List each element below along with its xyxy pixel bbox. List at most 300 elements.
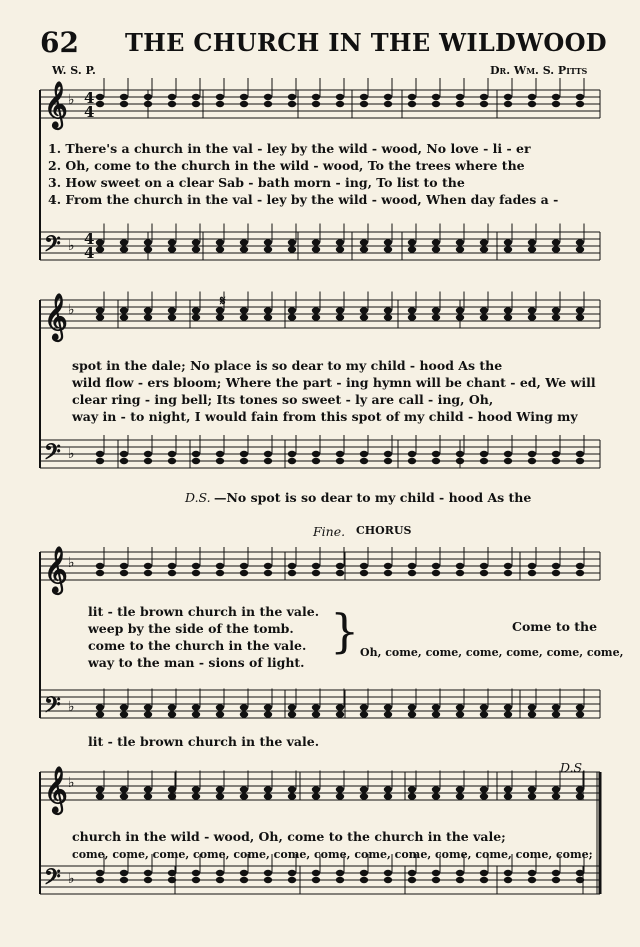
bass-notehead <box>456 704 464 710</box>
treble-notehead <box>456 314 464 320</box>
treble-notehead <box>432 94 440 100</box>
treble-notehead <box>168 314 176 320</box>
bass-notehead <box>408 870 416 876</box>
treble-notehead <box>552 307 560 313</box>
treble-notehead <box>192 314 200 320</box>
treble-notehead <box>480 94 488 100</box>
bass-notehead <box>504 704 512 710</box>
treble-notehead <box>432 570 440 576</box>
treble-notehead <box>96 101 104 107</box>
treble-notehead <box>576 101 584 107</box>
treble-notehead <box>480 786 488 792</box>
treble-notehead <box>264 786 272 792</box>
bass-notehead <box>288 877 296 883</box>
verse-4-line-3: way to the man - sions of light. <box>88 655 305 670</box>
treble-notehead <box>360 94 368 100</box>
bass-notehead <box>384 711 392 717</box>
bass-notehead <box>576 877 584 883</box>
treble-notehead <box>576 563 584 569</box>
bass-notehead <box>216 877 224 883</box>
treble-notehead <box>312 314 320 320</box>
treble-notehead <box>96 793 104 799</box>
bass-notehead <box>480 246 488 252</box>
bass-notehead <box>120 458 128 464</box>
treble-notehead <box>240 793 248 799</box>
treble-notehead <box>480 307 488 313</box>
bass-notehead <box>216 870 224 876</box>
treble-notehead <box>288 570 296 576</box>
treble-notehead <box>264 314 272 320</box>
treble-notehead <box>216 94 224 100</box>
treble-notehead <box>120 570 128 576</box>
bass-notehead <box>168 704 176 710</box>
bass-notehead <box>120 451 128 457</box>
bass-notehead <box>240 239 248 245</box>
verse-4-line-2: way in - to night, I would fain from this spot of my child - hood Wing my <box>72 409 578 424</box>
bass-notehead <box>504 451 512 457</box>
bass-notehead <box>552 246 560 252</box>
bass-notehead <box>480 877 488 883</box>
bass-notehead <box>216 711 224 717</box>
bass-notehead <box>312 870 320 876</box>
bass-notehead <box>576 704 584 710</box>
bass-notehead <box>192 458 200 464</box>
treble-notehead <box>408 314 416 320</box>
bass-notehead <box>144 704 152 710</box>
treble-notehead <box>192 94 200 100</box>
bass-notehead <box>96 711 104 717</box>
bass-notehead <box>336 451 344 457</box>
bass-notehead <box>576 239 584 245</box>
verse-1-line-2: spot in the dale; No place is so dear to my child - hood As the <box>72 358 503 373</box>
treble-notehead <box>168 307 176 313</box>
treble-notehead <box>336 563 344 569</box>
chorus-label: CHORUS <box>356 524 412 537</box>
treble-notehead <box>264 563 272 569</box>
bass-notehead <box>408 704 416 710</box>
treble-notehead <box>144 786 152 792</box>
bass-notehead <box>576 246 584 252</box>
treble-notehead <box>408 94 416 100</box>
treble-notehead <box>480 793 488 799</box>
bass-notehead <box>480 451 488 457</box>
treble-notehead <box>264 793 272 799</box>
bass-notehead <box>528 870 536 876</box>
bass-notehead <box>360 458 368 464</box>
verse-2-line-2: wild flow - ers bloom; Where the part - ing hymn will be chant - ed, We will <box>72 375 596 390</box>
treble-notehead <box>264 94 272 100</box>
treble-notehead <box>360 793 368 799</box>
treble-notehead <box>408 307 416 313</box>
bass-notehead <box>240 711 248 717</box>
bass-notehead <box>288 704 296 710</box>
bass-notehead <box>504 458 512 464</box>
verse-2-line-1: 2. Oh, come to the church in the wild - wood, To the trees where the <box>48 158 525 173</box>
treble-notehead <box>120 101 128 107</box>
bass-notehead <box>528 711 536 717</box>
treble-notehead <box>144 563 152 569</box>
bass-notehead <box>336 246 344 252</box>
bass-notehead <box>120 870 128 876</box>
bass-notehead <box>432 458 440 464</box>
bass-notehead <box>408 458 416 464</box>
bass-notehead <box>432 704 440 710</box>
treble-notehead <box>552 314 560 320</box>
bass-notehead <box>480 870 488 876</box>
bass-notehead <box>312 451 320 457</box>
bass-notehead <box>360 704 368 710</box>
bass-notehead <box>360 870 368 876</box>
bass-notehead <box>240 451 248 457</box>
treble-notehead <box>552 563 560 569</box>
treble-notehead <box>408 793 416 799</box>
treble-notehead <box>168 563 176 569</box>
bass-notehead <box>216 246 224 252</box>
verse-1-line-1: 1. There's a church in the val - ley by the wild - wood, No love - li - er <box>48 141 531 156</box>
treble-notehead <box>312 793 320 799</box>
bass-notehead <box>192 239 200 245</box>
fine-label: Fine. <box>313 524 346 539</box>
bass-notehead <box>96 704 104 710</box>
treble-notehead <box>144 314 152 320</box>
treble-notehead <box>360 101 368 107</box>
bass-notehead <box>240 246 248 252</box>
svg-text:𝄢: 𝄢 <box>44 440 61 470</box>
bass-notehead <box>96 451 104 457</box>
bass-notehead <box>216 704 224 710</box>
svg-text:4: 4 <box>84 244 95 262</box>
bass-notehead <box>504 870 512 876</box>
verse-3-line-2: clear ring - ing bell; Its tones so sweet - ly are call - ing, Oh, <box>72 392 494 407</box>
treble-notehead <box>96 307 104 313</box>
treble-notehead <box>96 570 104 576</box>
treble-notehead <box>480 563 488 569</box>
svg-text:♭: ♭ <box>68 775 75 791</box>
bass-notehead <box>192 711 200 717</box>
treble-notehead <box>360 786 368 792</box>
bass-notehead <box>312 877 320 883</box>
treble-notehead <box>528 570 536 576</box>
treble-notehead <box>408 786 416 792</box>
treble-notehead <box>504 570 512 576</box>
bass-notehead <box>480 458 488 464</box>
bass-notehead <box>144 870 152 876</box>
treble-notehead <box>384 563 392 569</box>
bass-notehead <box>120 704 128 710</box>
treble-notehead <box>216 101 224 107</box>
treble-notehead <box>456 563 464 569</box>
verse-3-line-3: come to the church in the vale. <box>88 638 307 653</box>
treble-notehead <box>576 94 584 100</box>
svg-text:♭: ♭ <box>68 699 75 715</box>
bass-notehead <box>432 239 440 245</box>
treble-notehead <box>216 563 224 569</box>
treble-notehead <box>144 94 152 100</box>
bass-notehead <box>312 458 320 464</box>
bass-notehead <box>264 246 272 252</box>
bass-notehead <box>432 246 440 252</box>
bass-notehead <box>336 711 344 717</box>
bass-notehead <box>408 246 416 252</box>
treble-notehead <box>336 307 344 313</box>
bass-notehead <box>144 877 152 883</box>
bass-notehead <box>216 239 224 245</box>
treble-notehead <box>312 307 320 313</box>
treble-notehead <box>528 793 536 799</box>
bass-notehead <box>384 246 392 252</box>
svg-text:♭: ♭ <box>68 302 75 318</box>
bass-notehead <box>360 711 368 717</box>
bass-notehead <box>240 877 248 883</box>
treble-notehead <box>528 101 536 107</box>
treble-notehead <box>312 786 320 792</box>
treble-notehead <box>96 563 104 569</box>
treble-notehead <box>336 314 344 320</box>
bass-notehead <box>168 239 176 245</box>
ds-lyric-line-2: lit - tle brown church in the vale. <box>88 734 320 749</box>
treble-notehead <box>192 101 200 107</box>
bass-notehead <box>288 711 296 717</box>
treble-notehead <box>288 563 296 569</box>
treble-notehead <box>576 307 584 313</box>
svg-text:𝄞: 𝄞 <box>44 546 68 593</box>
treble-notehead <box>288 786 296 792</box>
treble-notehead <box>360 570 368 576</box>
treble-notehead <box>120 314 128 320</box>
treble-notehead <box>240 786 248 792</box>
treble-notehead <box>312 101 320 107</box>
bass-notehead <box>384 451 392 457</box>
bass-notehead <box>264 458 272 464</box>
bass-notehead <box>144 246 152 252</box>
bass-notehead <box>96 877 104 883</box>
treble-notehead <box>216 570 224 576</box>
verse-4-line-1: 4. From the church in the val - ley by the wild - wood, When day fades a - <box>48 192 559 207</box>
bass-notehead <box>336 877 344 883</box>
bass-notehead <box>144 458 152 464</box>
bass-notehead <box>168 246 176 252</box>
bass-notehead <box>120 246 128 252</box>
bass-notehead <box>216 458 224 464</box>
bass-notehead <box>264 451 272 457</box>
bass-notehead <box>288 870 296 876</box>
treble-notehead <box>312 563 320 569</box>
treble-notehead <box>120 563 128 569</box>
hymn-number: 62 <box>40 26 79 59</box>
bass-notehead <box>168 711 176 717</box>
chorus-line-upper: church in the wild - wood, Oh, come to the church in the vale; <box>72 829 506 844</box>
treble-notehead <box>552 570 560 576</box>
treble-notehead <box>576 793 584 799</box>
treble-notehead <box>480 314 488 320</box>
bass-notehead <box>552 877 560 883</box>
bass-notehead <box>576 870 584 876</box>
bass-notehead <box>432 451 440 457</box>
svg-text:𝄢: 𝄢 <box>44 693 61 723</box>
verse-1-line-3: lit - tle brown church in the vale. <box>88 604 320 619</box>
bass-notehead <box>192 704 200 710</box>
treble-notehead <box>240 563 248 569</box>
bass-notehead <box>552 711 560 717</box>
chorus-line-lower: come, come, come, come, come, come, come, come, come, come, come, come, come; <box>72 848 593 861</box>
bass-notehead <box>360 451 368 457</box>
treble-notehead <box>192 570 200 576</box>
bass-notehead <box>384 239 392 245</box>
treble-notehead <box>144 307 152 313</box>
treble-notehead <box>408 101 416 107</box>
treble-notehead <box>384 94 392 100</box>
bass-notehead <box>576 451 584 457</box>
treble-notehead <box>192 793 200 799</box>
treble-notehead <box>336 786 344 792</box>
bass-notehead <box>456 870 464 876</box>
bass-notehead <box>360 246 368 252</box>
treble-notehead <box>120 793 128 799</box>
treble-notehead <box>408 563 416 569</box>
treble-notehead <box>96 94 104 100</box>
svg-text:♭: ♭ <box>68 92 75 108</box>
treble-notehead <box>432 101 440 107</box>
chorus-lower-lyric: Oh, come, come, come, come, come, come, <box>360 646 624 659</box>
bass-notehead <box>528 458 536 464</box>
treble-notehead <box>240 570 248 576</box>
treble-notehead <box>384 786 392 792</box>
bass-notehead <box>552 870 560 876</box>
bass-notehead <box>384 877 392 883</box>
bass-notehead <box>336 239 344 245</box>
treble-notehead <box>456 786 464 792</box>
bass-notehead <box>384 458 392 464</box>
treble-notehead <box>216 793 224 799</box>
treble-notehead <box>144 101 152 107</box>
bass-notehead <box>432 877 440 883</box>
chorus-upper-lyric: Come to the <box>512 619 598 634</box>
bass-notehead <box>528 877 536 883</box>
bass-notehead <box>528 246 536 252</box>
bass-notehead <box>96 458 104 464</box>
bass-notehead <box>504 877 512 883</box>
bass-notehead <box>240 458 248 464</box>
treble-notehead <box>216 314 224 320</box>
bass-notehead <box>528 451 536 457</box>
treble-notehead <box>168 94 176 100</box>
bass-notehead <box>552 239 560 245</box>
bass-notehead <box>384 704 392 710</box>
treble-notehead <box>288 307 296 313</box>
bass-notehead <box>240 704 248 710</box>
bass-notehead <box>144 451 152 457</box>
treble-notehead <box>576 570 584 576</box>
treble-notehead <box>384 101 392 107</box>
treble-notehead <box>576 314 584 320</box>
bass-notehead <box>552 451 560 457</box>
svg-text:4: 4 <box>84 230 95 248</box>
bass-notehead <box>552 704 560 710</box>
bass-notehead <box>456 451 464 457</box>
treble-notehead <box>264 570 272 576</box>
treble-notehead <box>504 314 512 320</box>
svg-text:♭: ♭ <box>68 555 75 571</box>
treble-notehead <box>456 307 464 313</box>
treble-notehead <box>192 786 200 792</box>
bass-notehead <box>168 458 176 464</box>
treble-notehead <box>456 570 464 576</box>
treble-notehead <box>216 786 224 792</box>
bass-notehead <box>336 704 344 710</box>
treble-notehead <box>552 101 560 107</box>
bass-notehead <box>408 877 416 883</box>
bass-notehead <box>120 877 128 883</box>
bass-notehead <box>264 877 272 883</box>
treble-notehead <box>360 307 368 313</box>
treble-notehead <box>96 786 104 792</box>
treble-notehead <box>168 793 176 799</box>
bass-notehead <box>312 239 320 245</box>
treble-notehead <box>504 793 512 799</box>
treble-notehead <box>168 570 176 576</box>
treble-notehead <box>384 570 392 576</box>
bass-notehead <box>168 451 176 457</box>
treble-notehead <box>456 94 464 100</box>
hymn-title: THE CHURCH IN THE WILDWOOD <box>125 28 607 57</box>
treble-notehead <box>240 307 248 313</box>
bass-notehead <box>168 870 176 876</box>
treble-notehead <box>336 793 344 799</box>
bass-notehead <box>360 239 368 245</box>
bass-notehead <box>384 870 392 876</box>
treble-notehead <box>288 793 296 799</box>
bass-notehead <box>456 877 464 883</box>
segno-sign: 𝄋 <box>220 294 226 309</box>
bass-notehead <box>96 870 104 876</box>
bass-notehead <box>528 239 536 245</box>
treble-notehead <box>576 786 584 792</box>
bass-notehead <box>192 870 200 876</box>
bass-notehead <box>336 870 344 876</box>
treble-notehead <box>192 563 200 569</box>
treble-notehead <box>96 314 104 320</box>
bass-notehead <box>312 711 320 717</box>
treble-notehead <box>456 101 464 107</box>
svg-text:♭: ♭ <box>68 238 75 254</box>
bass-notehead <box>288 458 296 464</box>
bass-notehead <box>456 458 464 464</box>
treble-notehead <box>456 793 464 799</box>
treble-notehead <box>336 101 344 107</box>
treble-notehead <box>312 570 320 576</box>
treble-notehead <box>552 793 560 799</box>
bass-notehead <box>120 711 128 717</box>
bass-notehead <box>528 704 536 710</box>
bass-notehead <box>480 704 488 710</box>
treble-notehead <box>504 786 512 792</box>
bass-notehead <box>408 711 416 717</box>
bass-notehead <box>144 711 152 717</box>
bass-notehead <box>216 451 224 457</box>
svg-text:𝄢: 𝄢 <box>44 865 61 895</box>
treble-notehead <box>240 94 248 100</box>
treble-notehead <box>408 570 416 576</box>
treble-notehead <box>528 94 536 100</box>
bass-notehead <box>408 451 416 457</box>
treble-notehead <box>528 563 536 569</box>
treble-notehead <box>192 307 200 313</box>
bass-notehead <box>288 239 296 245</box>
bass-notehead <box>576 711 584 717</box>
bass-notehead <box>576 458 584 464</box>
treble-notehead <box>240 101 248 107</box>
bass-notehead <box>288 451 296 457</box>
